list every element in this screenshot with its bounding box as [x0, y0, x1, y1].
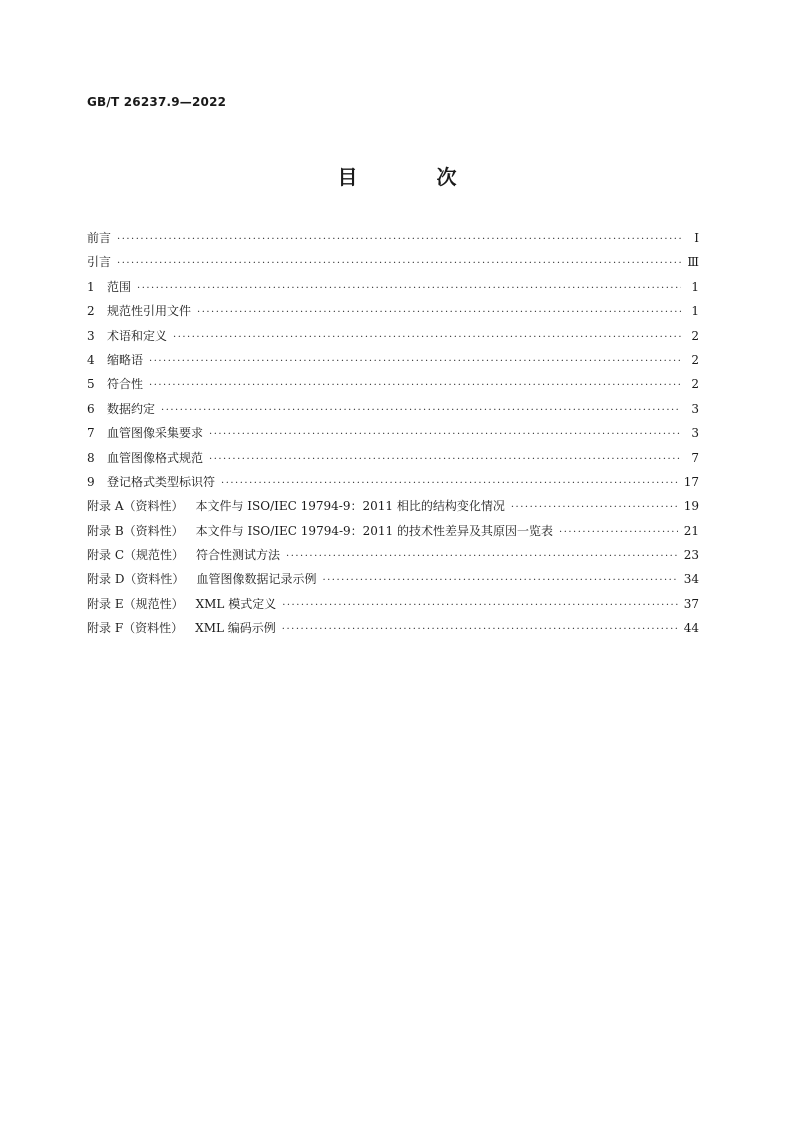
toc-entry-page: 2: [691, 352, 699, 367]
toc-entry-number: 6: [87, 401, 95, 416]
toc-entry-annex-prefix: 附录 E（规范性）: [87, 596, 184, 611]
toc-entry-introduction[interactable]: [87, 250, 699, 274]
toc-entry-foreword[interactable]: [87, 226, 699, 250]
toc-entry-section-4[interactable]: [87, 348, 699, 372]
toc-leader-dots: [117, 252, 681, 276]
toc-entry-label: XML 模式定义: [195, 596, 277, 611]
toc-entry-annex-a[interactable]: [87, 494, 699, 518]
toc-entry-label: 术语和定义: [107, 328, 168, 343]
toc-entry-number: 9: [87, 474, 95, 489]
toc-entry-section-1[interactable]: [87, 275, 699, 299]
toc-entry-number: 7: [87, 426, 95, 441]
toc-entry-section-8[interactable]: [87, 446, 699, 470]
toc-entry-number: 8: [87, 450, 95, 465]
toc-entry-annex-f[interactable]: [87, 616, 699, 640]
toc-entry-page: 21: [683, 523, 699, 538]
toc-entry-label: 数据约定: [107, 401, 156, 416]
toc-entry-label: 本文件与 ISO/IEC 19794-9：2011 的技术性差异及其原因一览表: [195, 523, 554, 538]
toc-leader-dots: [282, 618, 678, 642]
standard-code: GB/T 26237.9—2022: [87, 95, 227, 109]
toc-entry-page: 37: [683, 596, 699, 611]
toc-entry-number: 1: [87, 279, 95, 294]
toc-entry-label: 登记格式类型标识符: [107, 474, 216, 489]
toc-entry-annex-prefix: 附录 B（资料性）: [87, 523, 184, 538]
toc-entry-label: 引言: [87, 255, 112, 270]
toc-entry-annex-prefix: 附录 A（资料性）: [87, 499, 184, 514]
toc-leader-dots: [282, 594, 678, 618]
toc-entry-page: 3: [691, 401, 699, 416]
toc-leader-dots: [117, 228, 681, 252]
toc-entry-section-7[interactable]: [87, 421, 699, 445]
toc-entry-page: 1: [691, 279, 699, 294]
toc-entry-page: 7: [691, 450, 699, 465]
toc-entry-section-2[interactable]: [87, 299, 699, 323]
toc-entry-page: 1: [691, 304, 699, 319]
toc-entry-page: 44: [683, 621, 699, 636]
toc-leader-dots: [322, 569, 677, 593]
toc-leader-dots: [286, 545, 678, 569]
toc-entry-label: 范围: [107, 279, 132, 294]
toc-entry-number: 3: [87, 328, 95, 343]
table-of-contents: [87, 226, 699, 641]
toc-entry-label: 本文件与 ISO/IEC 19794-9：2011 相比的结构变化情况: [195, 499, 505, 514]
toc-entry-label: 血管图像格式规范: [107, 450, 204, 465]
toc-entry-section-3[interactable]: [87, 324, 699, 348]
toc-leader-dots: [221, 472, 678, 496]
toc-entry-page: Ⅲ: [687, 255, 699, 270]
toc-entry-page: 34: [683, 572, 699, 587]
toc-entry-label: 符合性: [107, 377, 144, 392]
toc-entry-annex-prefix: 附录 C（规范性）: [87, 548, 184, 563]
toc-entry-page: 19: [683, 499, 699, 514]
toc-leader-dots: [149, 350, 681, 374]
toc-entry-page: 2: [691, 328, 699, 343]
toc-entry-number: 4: [87, 352, 95, 367]
toc-entry-number: 2: [87, 304, 95, 319]
toc-entry-label: XML 编码示例: [195, 621, 276, 636]
toc-entry-section-5[interactable]: [87, 372, 699, 396]
toc-entry-annex-prefix: 附录 F（资料性）: [87, 621, 184, 636]
toc-entry-label: 前言: [87, 231, 112, 245]
toc-leader-dots: [209, 448, 681, 472]
toc-entry-annex-c[interactable]: [87, 543, 699, 567]
toc-leader-dots: [511, 496, 678, 520]
toc-entry-page: 23: [683, 548, 699, 563]
toc-entry-annex-prefix: 附录 D（资料性）: [87, 572, 185, 587]
toc-leader-dots: [209, 423, 681, 447]
toc-entry-page: 17: [683, 474, 699, 489]
toc-entry-annex-e[interactable]: [87, 592, 699, 616]
toc-leader-dots: [137, 277, 681, 301]
toc-leader-dots: [197, 301, 681, 325]
toc-entry-page: 3: [691, 426, 699, 441]
toc-entry-section-6[interactable]: [87, 397, 699, 421]
toc-entry-annex-b[interactable]: [87, 519, 699, 543]
toc-entry-label: 血管图像数据记录示例: [196, 572, 317, 587]
toc-entry-page: Ⅰ: [694, 231, 699, 245]
toc-leader-dots: [559, 521, 678, 545]
page-title: 目 次: [337, 165, 493, 189]
toc-entry-label: 符合性测试方法: [196, 548, 281, 563]
toc-entry-label: 规范性引用文件: [107, 304, 192, 319]
toc-entry-label: 缩略语: [107, 352, 144, 367]
toc-entry-section-9[interactable]: [87, 470, 699, 494]
toc-leader-dots: [173, 326, 681, 350]
toc-leader-dots: [149, 374, 681, 398]
toc-entry-number: 5: [87, 377, 95, 392]
toc-leader-dots: [161, 399, 681, 423]
toc-entry-label: 血管图像采集要求: [107, 426, 204, 441]
toc-entry-annex-d[interactable]: [87, 567, 699, 591]
toc-entry-page: 2: [691, 377, 699, 392]
